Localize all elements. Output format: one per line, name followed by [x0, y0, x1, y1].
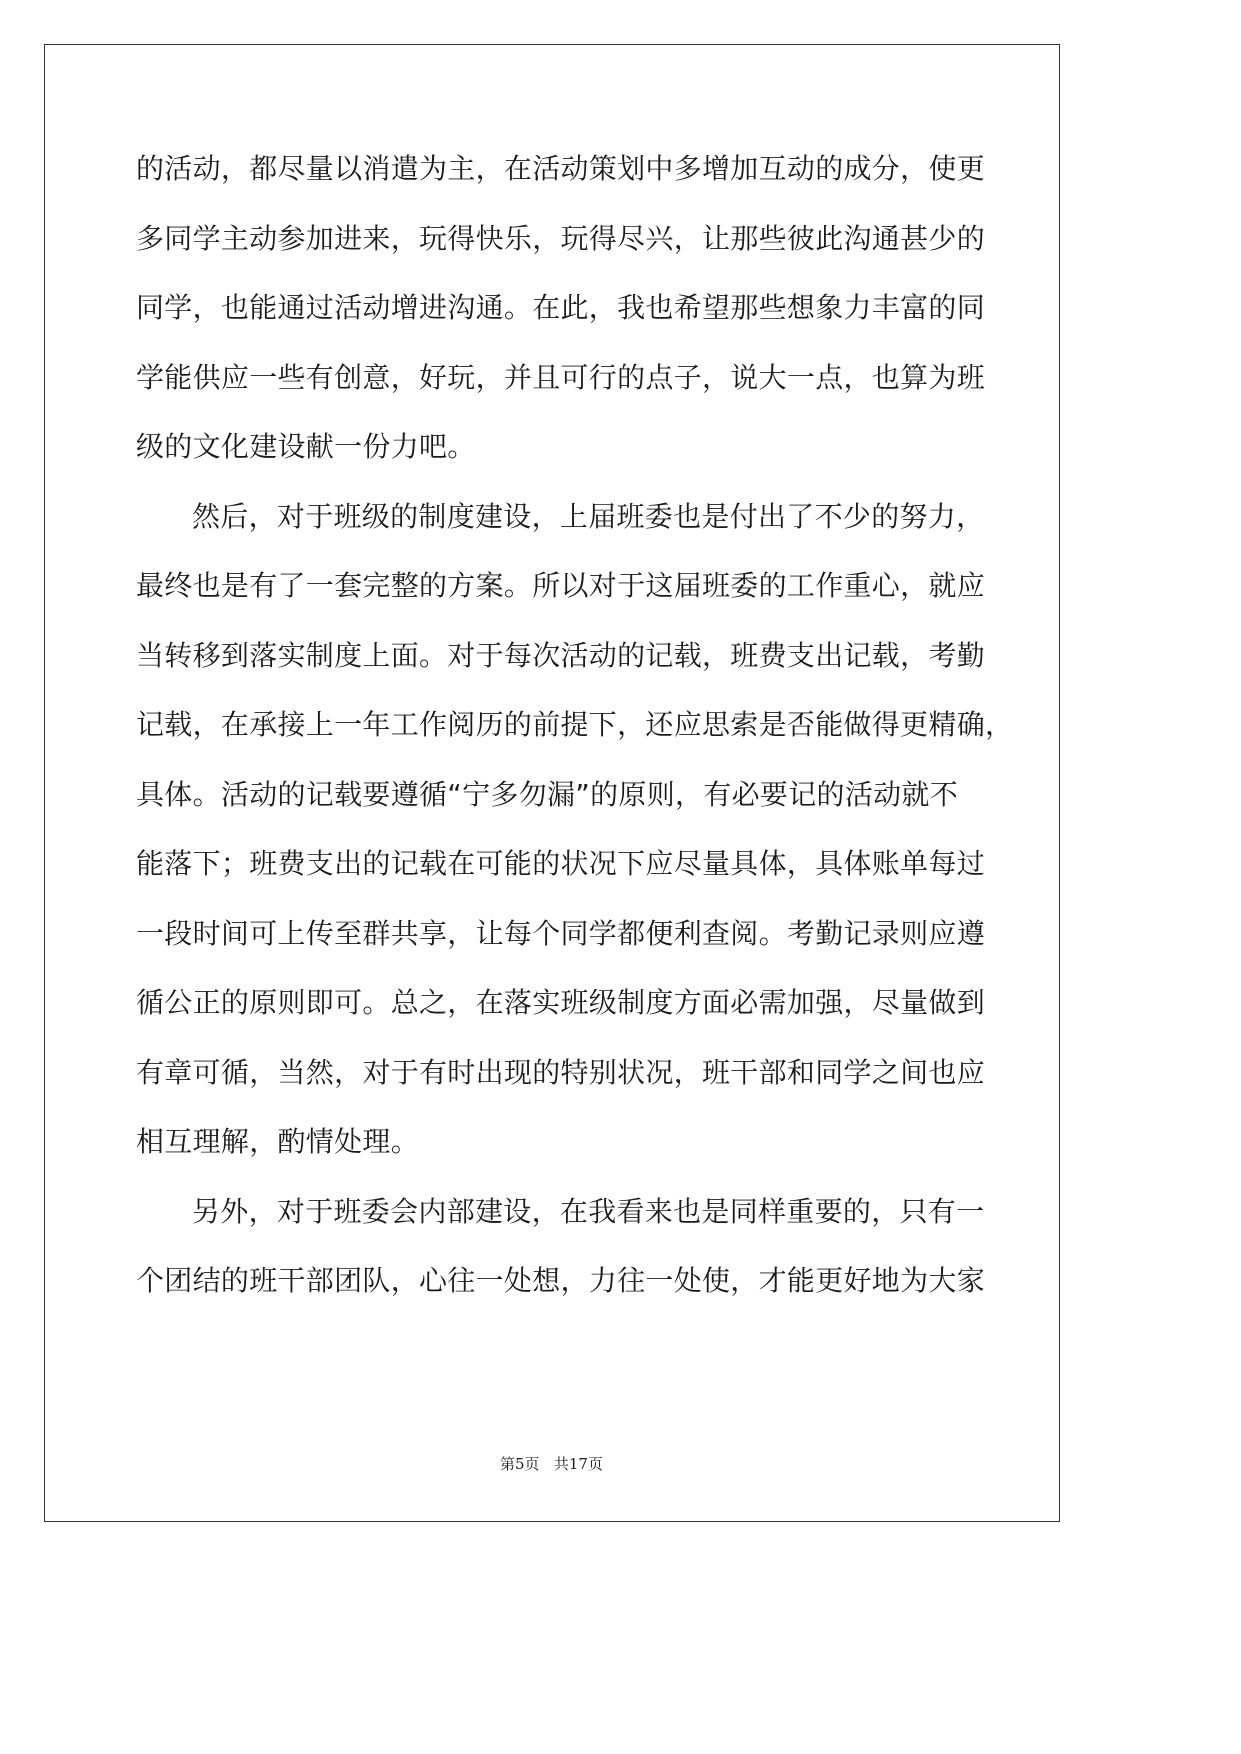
text-line: 一段时间可上传至群共享，让每个同学都便利查阅。考勤记录则应遵 [136, 916, 986, 950]
document-body [136, 146, 1014, 1328]
text-line: 同学，也能通过活动增进沟通。在此，我也希望那些想象力丰富的同 [136, 291, 986, 324]
text-line: 循公正的原则即可。总之，在落实班级制度方面必需加强，尽量做到 [136, 986, 986, 1019]
text-line: 的活动，都尽量以消遣为主，在活动策划中多增加互动的成分，使更 [136, 152, 986, 185]
text-line: 相互理解，酌情处理。 [136, 1125, 420, 1158]
page-total: 共17页 [553, 1455, 603, 1473]
text-line: 最终也是有了一套完整的方案。所以对于这届班委的工作重心，就应 [136, 569, 986, 602]
text-line: 学能供应一些有创意，好玩，并且可行的点子，说大一点，也算为班 [136, 360, 986, 394]
paragraph-start-line: 然后，对于班级的制度建设，上届班委也是付出了不少的努力， [192, 499, 985, 533]
text-line: 具体。活动的记载要遵循“宁多勿漏”的原则，有必要记的活动就不 [136, 777, 959, 811]
text-line: 有章可循，当然，对于有时出现的特别状况，班干部和同学之间也应 [136, 1055, 986, 1089]
text-line: 级的文化建设献一份力吧。 [136, 430, 476, 463]
text-line: 记载，在承接上一年工作阅历的前提下，还应思索是否能做得更精确， [136, 708, 1014, 741]
page-footer [0, 1453, 1103, 1474]
paragraph-start-line: 另外，对于班委会内部建设，在我看来也是同样重要的，只有一 [192, 1194, 985, 1228]
text-line: 多同学主动参加进来，玩得快乐，玩得尽兴，让那些彼此沟通甚少的 [136, 221, 986, 255]
text-line: 能落下；班费支出的记载在可能的状况下应尽量具体，具体账单每过 [136, 847, 986, 880]
text-line: 当转移到落实制度上面。对于每次活动的记载，班费支出记载，考勤 [136, 638, 986, 672]
page-number: 第5页 [500, 1455, 540, 1473]
text-line: 个团结的班干部团队，心往一处想，力往一处使，才能更好地为大家 [136, 1264, 986, 1297]
